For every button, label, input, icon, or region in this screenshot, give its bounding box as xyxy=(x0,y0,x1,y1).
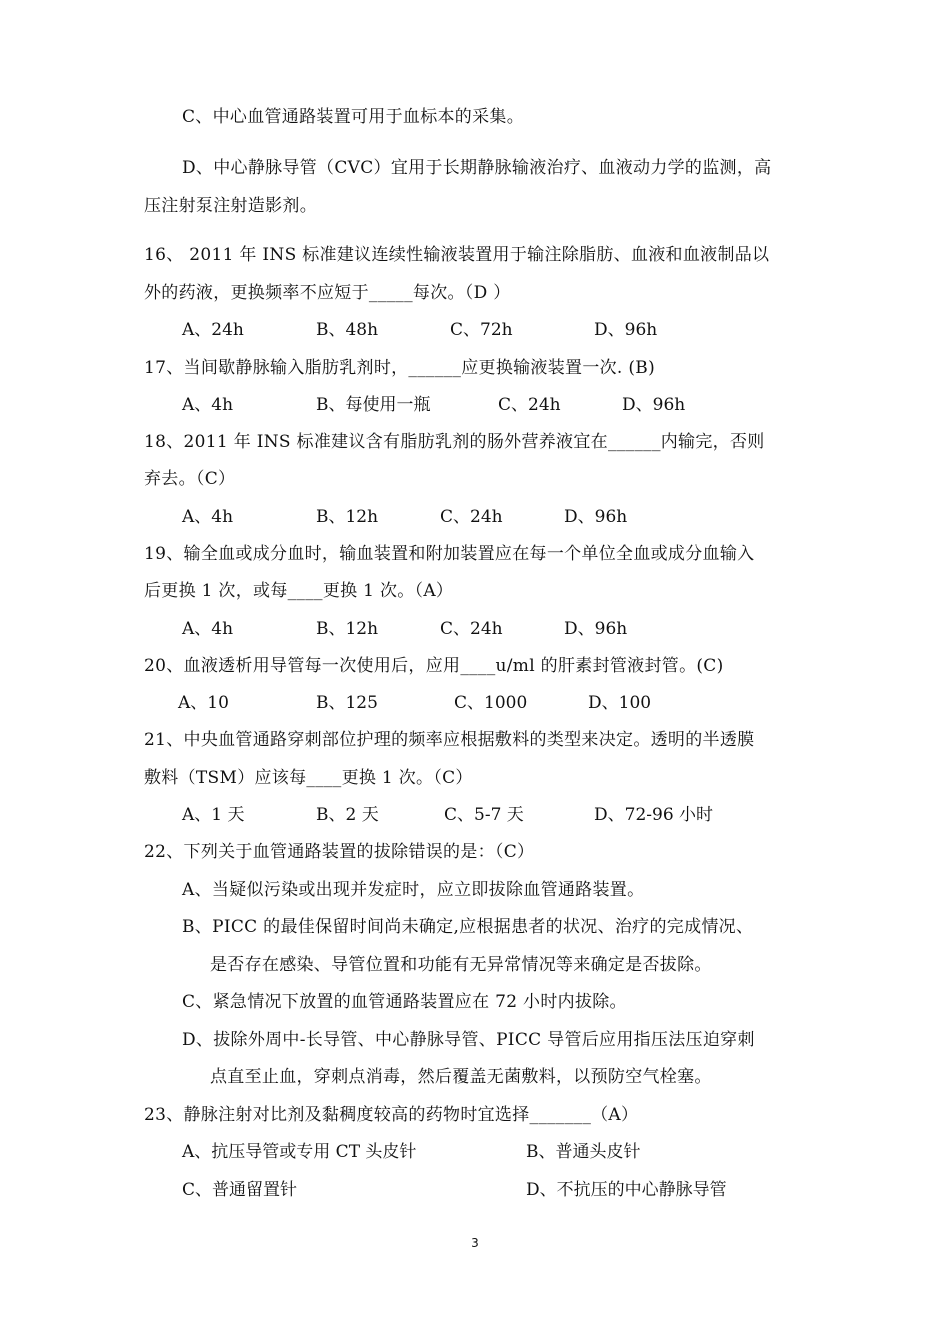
q16-option-b: B、48h xyxy=(316,320,379,340)
q18-option-b: B、12h xyxy=(316,507,379,527)
q20-option-b: B、125 xyxy=(316,693,378,713)
q17-stem: 17、当间歇静脉输入脂肪乳剂时，______应更换输液装置一次. (B) xyxy=(144,358,655,378)
q18-stem-line2: 弃去。（C） xyxy=(144,469,236,489)
q22-option-c: C、紧急情况下放置的血管通路装置应在 72 小时内拔除。 xyxy=(182,992,627,1012)
q16-option-d: D、96h xyxy=(594,320,658,340)
q21-stem-line2: 敷料（TSM）应该每____更换 1 次。（C） xyxy=(144,768,473,788)
q19-stem-line2: 后更换 1 次，或每____更换 1 次。（A） xyxy=(144,581,454,601)
q19-option-c: C、24h xyxy=(440,619,503,639)
q19-stem-line1: 19、输全血或成分血时，输血装置和附加装置应在每一个单位全血或成分血输入 xyxy=(144,544,755,564)
q20-option-d: D、100 xyxy=(588,693,652,713)
q18-option-a: A、4h xyxy=(182,507,234,527)
q22-option-b-line2: 是否存在感染、导管位置和功能有无异常情况等来确定是否拔除。 xyxy=(210,955,712,975)
q18-option-d: D、96h xyxy=(564,507,628,527)
q17-option-a: A、4h xyxy=(182,395,234,415)
q23-stem: 23、静脉注射对比剂及黏稠度较高的药物时宜选择_______（A） xyxy=(144,1105,639,1125)
q18-stem-line1: 18、2011 年 INS 标准建议含有脂肪乳剂的肠外营养液宜在______内输完，否则 xyxy=(144,432,765,452)
q19-option-b: B、12h xyxy=(316,619,379,639)
q21-option-c: C、5-7 天 xyxy=(444,805,524,825)
q21-option-d: D、72-96 小时 xyxy=(594,805,714,825)
q17-option-b: B、每使用一瓶 xyxy=(316,395,431,415)
q22-stem: 22、下列关于血管通路装置的拔除错误的是：（C） xyxy=(144,842,535,862)
q23-option-a: A、抗压导管或专用 CT 头皮针 xyxy=(182,1142,417,1162)
q22-option-b-line1: B、PICC 的最佳保留时间尚未确定,应根据患者的状况、治疗的完成情况、 xyxy=(182,917,754,937)
q19-option-d: D、96h xyxy=(564,619,628,639)
q17-option-d: D、96h xyxy=(622,395,686,415)
q18-option-c: C、24h xyxy=(440,507,503,527)
q20-option-a: A、10 xyxy=(178,693,229,713)
q21-stem-line1: 21、中央血管通路穿刺部位护理的频率应根据敷料的类型来决定。透明的半透膜 xyxy=(144,730,755,750)
q16-stem-line1: 16、 2011 年 INS 标准建议连续性输液装置用于输注除脂肪、血液和血液制品以 xyxy=(144,245,770,265)
q16-option-c: C、72h xyxy=(450,320,513,340)
q22-option-a: A、当疑似污染或出现并发症时，应立即拔除血管通路装置。 xyxy=(182,880,645,900)
page-number: 3 xyxy=(471,1236,479,1250)
q16-stem-line2: 外的药液，更换频率不应短于_____每次。（D ） xyxy=(144,283,511,303)
q20-stem: 20、血液透析用导管每一次使用后，应用____u/ml 的肝素封管液封管。(C) xyxy=(144,656,724,676)
q20-option-c: C、1000 xyxy=(454,693,528,713)
q21-option-a: A、1 天 xyxy=(182,805,245,825)
q22-option-d-line1: D、拔除外周中-长导管、中心静脉导管、PICC 导管后应用指压法压迫穿刺 xyxy=(182,1030,755,1050)
q23-option-b: B、普通头皮针 xyxy=(526,1142,641,1162)
q15-option-d-line1: D、中心静脉导管（CVC）宜用于长期静脉输液治疗、血液动力学的监测，高 xyxy=(182,158,772,178)
q19-option-a: A、4h xyxy=(182,619,234,639)
q23-option-d: D、不抗压的中心静脉导管 xyxy=(526,1180,727,1200)
q15-option-c: C、中心血管通路装置可用于血标本的采集。 xyxy=(182,107,525,127)
q23-option-c: C、普通留置针 xyxy=(182,1180,298,1200)
q16-option-a: A、24h xyxy=(182,320,244,340)
q17-option-c: C、24h xyxy=(498,395,561,415)
q15-option-d-line2: 压注射泵注射造影剂。 xyxy=(144,196,317,216)
q22-option-d-line2: 点直至止血，穿刺点消毒，然后覆盖无菌敷料，以预防空气栓塞。 xyxy=(210,1067,712,1087)
q21-option-b: B、2 天 xyxy=(316,805,379,825)
